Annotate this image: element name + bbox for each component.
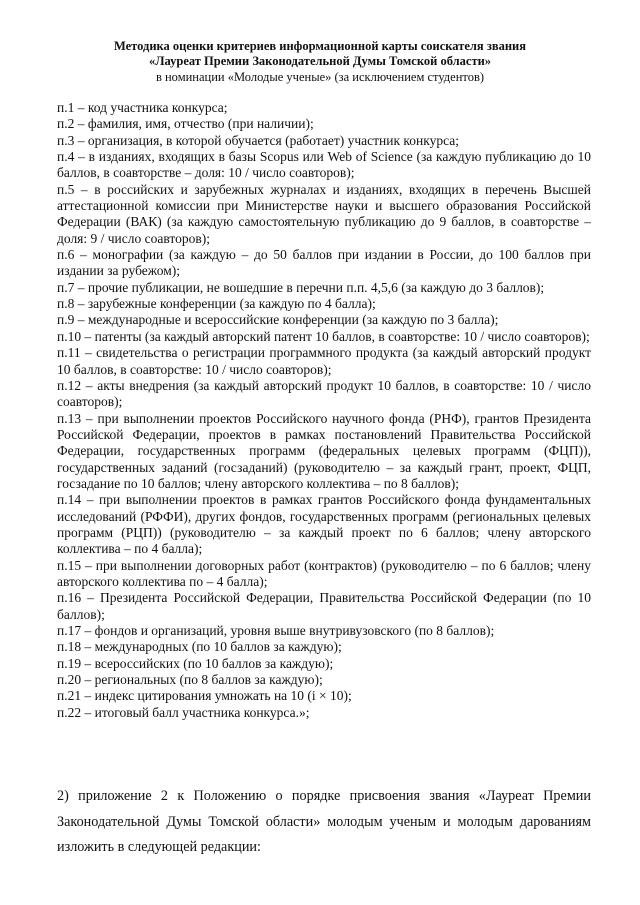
list-item: п.2 – фамилия, имя, отчество (при наличии); bbox=[57, 116, 314, 132]
list-item: п.14 – при выполнении проектов в рамках грантов Российского фонда фундаментальных исследований (РФФИ), других фондов, государственных программ (региональных целевых программ (РЦП)) (руководителю – за каждый проект по 6 баллов; члену авторского коллектива – по 4 балла); bbox=[57, 492, 591, 557]
list-item: п.8 – зарубежные конференции (за каждую по 4 балла); bbox=[57, 296, 376, 312]
list-item: п.22 – итоговый балл участника конкурса.»; bbox=[57, 704, 310, 720]
list-item: п.20 – региональных (по 8 баллов за каждую); bbox=[57, 672, 323, 688]
title-line-1: Методика оценки критериев информационной карты соискателя звания bbox=[113, 39, 527, 53]
list-item: п.4 – в изданиях, входящих в базы Scopus или Web of Science (за каждую публикацию до 10 баллов, в соавторстве – доля: 10 / число соавторов); bbox=[57, 149, 591, 181]
list-item: п.9 – международные и всероссийские конференции (за каждую по 3 балла); bbox=[57, 312, 499, 328]
list-item: п.21 – индекс цитирования умножать на 10 (i × 10); bbox=[57, 688, 352, 704]
title-line-2: «Лауреат Премии Законодательной Думы Томской области» bbox=[148, 54, 492, 68]
list-item: п.18 – международных (по 10 баллов за каждую); bbox=[57, 639, 342, 655]
title-line-3: в номинации «Молодые ученые» (за исключением студентов) bbox=[155, 70, 485, 84]
list-item: п.6 – монографии (за каждую – до 50 баллов при издании в России, до 100 баллов при издании за рубежом); bbox=[57, 247, 591, 279]
list-item: п.11 – свидетельства о регистрации программного продукта (за каждый авторский продукт 10 баллов, в соавторстве: 10 / число соавторов); bbox=[57, 345, 591, 377]
list-item: п.5 – в российских и зарубежных журналах и изданиях, входящих в перечень Высшей аттестационной комиссии при Министерстве науки и высшего образования Российской Федерации (ВАК) (за каждую самостоятельную публикацию до 9 баллов, в соавторстве – доля: 9 / число соавторов); bbox=[57, 181, 591, 246]
closing-paragraph: 2) приложение 2 к Положению о порядке присвоения звания «Лауреат Премии Законодательной Думы Томской области» молодым ученым и молодым дарованиям изложить в следующей редакции: bbox=[57, 788, 591, 855]
list-item: п.16 – Президента Российской Федерации, Правительства Российской Федерации (по 10 баллов); bbox=[57, 590, 591, 622]
list-item: п.1 – код участника конкурса; bbox=[57, 100, 228, 115]
list-item: п.17 – фондов и организаций, уровня выше внутривузовского (по 8 баллов); bbox=[57, 623, 495, 638]
list-item: п.15 – при выполнении договорных работ (контрактов) (руководителю – по 6 баллов; члену авторского коллектива по – 4 балла); bbox=[57, 557, 591, 589]
list-item: п.12 – акты внедрения (за каждый авторский продукт 10 баллов, в соавторстве: 10 / число соавторов); bbox=[57, 377, 591, 410]
list-item: п.10 – патенты (за каждый авторский патент 10 баллов, в соавторстве: 10 / число соавторов); bbox=[57, 328, 590, 344]
criteria-list bbox=[57, 100, 591, 721]
list-item: п.13 – при выполнении проектов Российского научного фонда (РНФ), грантов Президента Российской Федерации, проектов в рамках постановлений Правительства Российской Федерации, государственных программ (федеральных целевых программ (ФЦП)), государственных заданий (госзаданий) (руководителю – за каждый грант, проект, ФЦП, госзадание по 10 баллов; члену авторского коллектива – по 8 баллов); bbox=[57, 410, 591, 491]
list-item: п.19 – всероссийских (по 10 баллов за каждую); bbox=[57, 655, 334, 671]
list-item: п.3 – организация, в которой обучается (работает) участник конкурса; bbox=[57, 132, 460, 148]
list-item: п.7 – прочие публикации, не вошедшие в перечни п.п. 4,5,6 (за каждую до 3 баллов); bbox=[57, 279, 545, 295]
